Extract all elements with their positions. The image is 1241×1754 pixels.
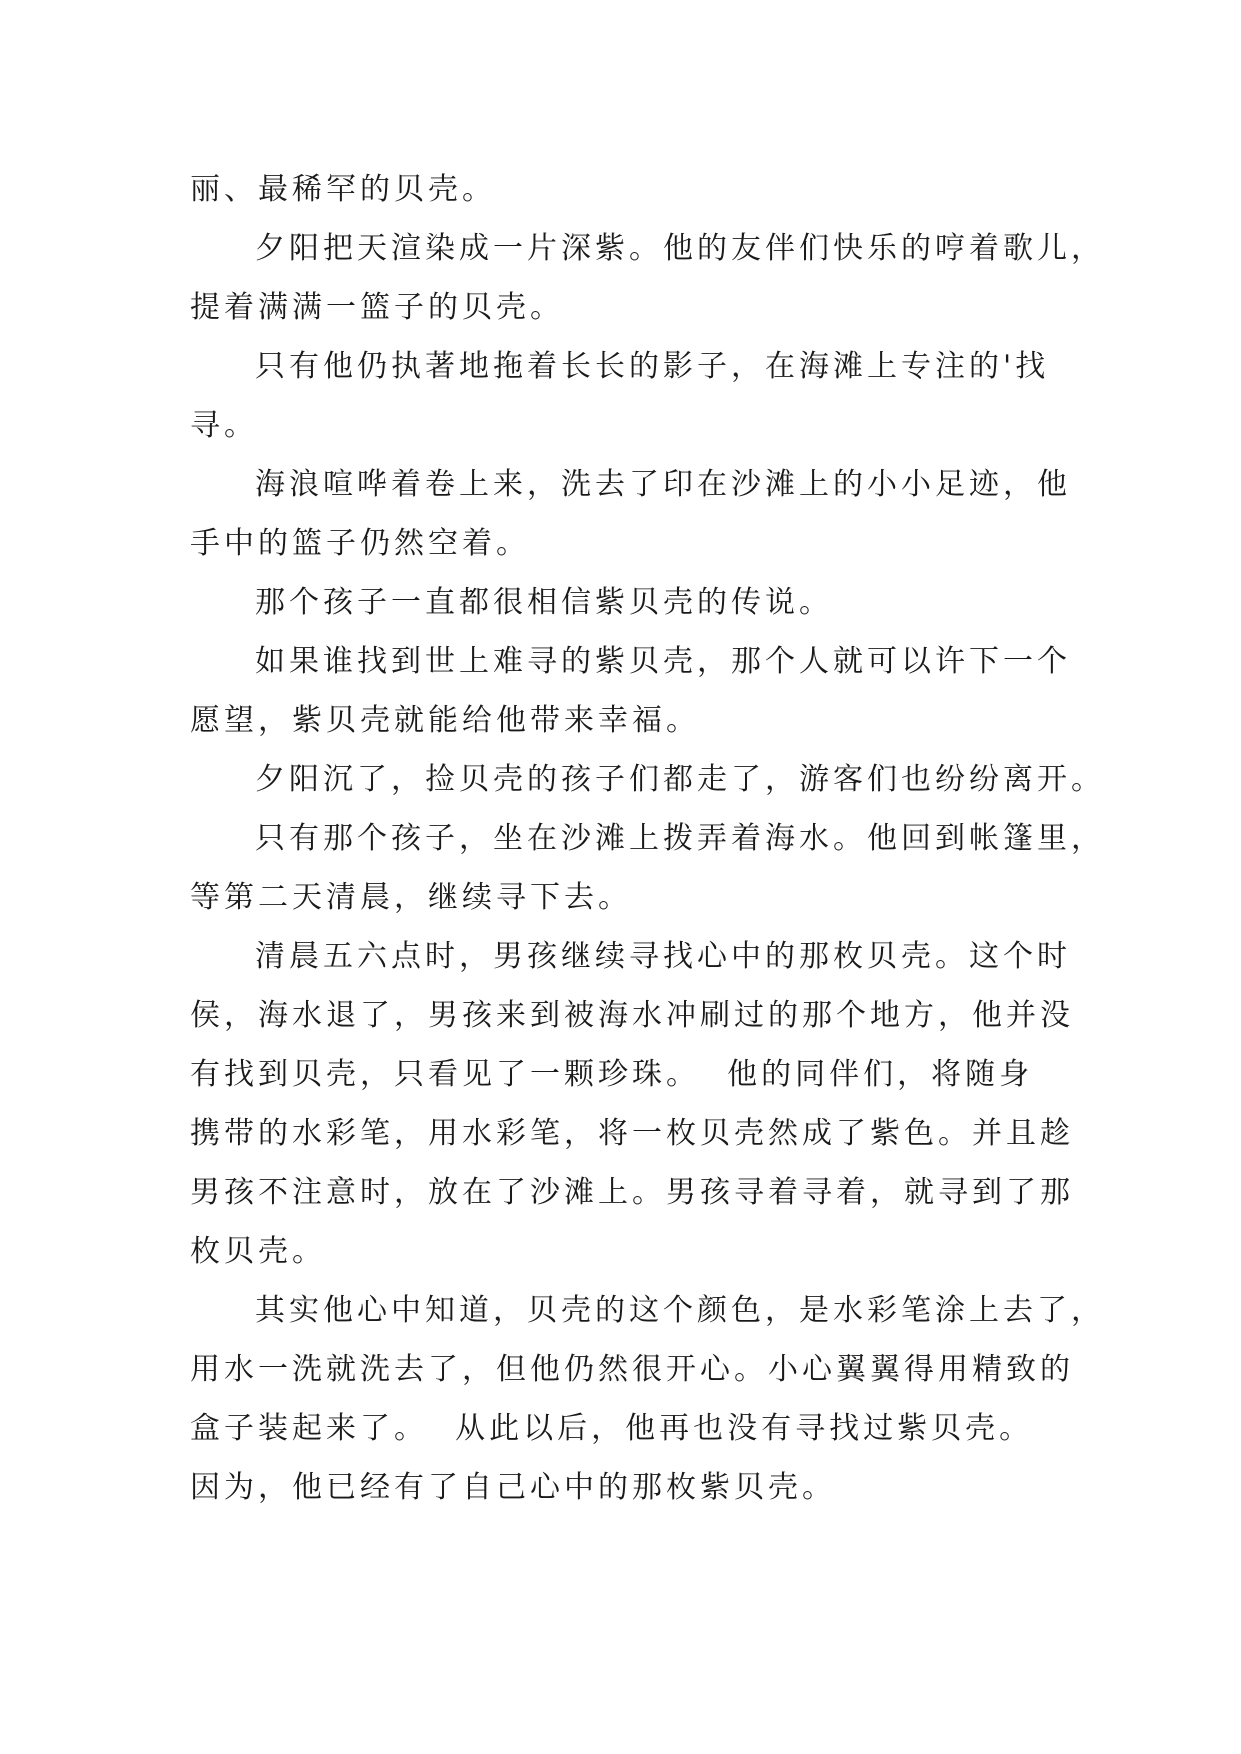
text-line: 有找到贝壳，只看见了一颗珍珠。 他的同伴们，将随身	[190, 1057, 1034, 1092]
text-line: 枚贝壳。	[190, 1234, 326, 1269]
text-line: 夕阳沉了，捡贝壳的孩子们都走了，游客们也纷纷离开。	[255, 762, 1105, 797]
text-line: 因为，他已经有了自己心中的那枚紫贝壳。	[190, 1470, 836, 1505]
text-line: 用水一洗就洗去了，但他仍然很开心。小心翼翼得用精致的	[190, 1352, 1074, 1387]
text-line: 男孩不注意时，放在了沙滩上。男孩寻着寻着，就寻到了那	[190, 1175, 1074, 1210]
text-line: 侯，海水退了，男孩来到被海水冲刷过的那个地方，他并没	[190, 998, 1074, 1033]
text-line: 只有那个孩子，坐在沙滩上拨弄着海水。他回到帐篷里，	[255, 821, 1105, 856]
text-line: 丽、最稀罕的贝壳。	[190, 172, 496, 207]
text-line: 夕阳把天渲染成一片深紫。他的友伴们快乐的哼着歌儿，	[255, 231, 1105, 266]
text-line: 只有他仍执著地拖着长长的影子，在海滩上专注的'找	[255, 349, 1050, 384]
text-line: 携带的水彩笔，用水彩笔，将一枚贝壳然成了紫色。并且趁	[190, 1116, 1074, 1151]
text-line: 盒子装起来了。 从此以后，他再也没有寻找过紫贝壳。	[190, 1411, 1034, 1446]
text-line: 其实他心中知道，贝壳的这个颜色，是水彩笔涂上去了，	[255, 1293, 1105, 1328]
text-line: 清晨五六点时，男孩继续寻找心中的那枚贝壳。这个时	[255, 939, 1071, 974]
text-line: 提着满满一篮子的贝壳。	[190, 290, 564, 325]
text-line: 海浪喧哗着卷上来，洗去了印在沙滩上的小小足迹，他	[255, 467, 1071, 502]
text-line: 那个孩子一直都很相信紫贝壳的传说。	[255, 585, 833, 620]
text-line: 如果谁找到世上难寻的紫贝壳，那个人就可以许下一个	[255, 644, 1071, 679]
text-line: 等第二天清晨，继续寻下去。	[190, 880, 632, 915]
story-text	[190, 160, 1105, 1517]
text-line: 手中的篮子仍然空着。	[190, 526, 530, 561]
text-line: 寻。	[190, 408, 258, 443]
text-line: 愿望，紫贝壳就能给他带来幸福。	[190, 703, 700, 738]
